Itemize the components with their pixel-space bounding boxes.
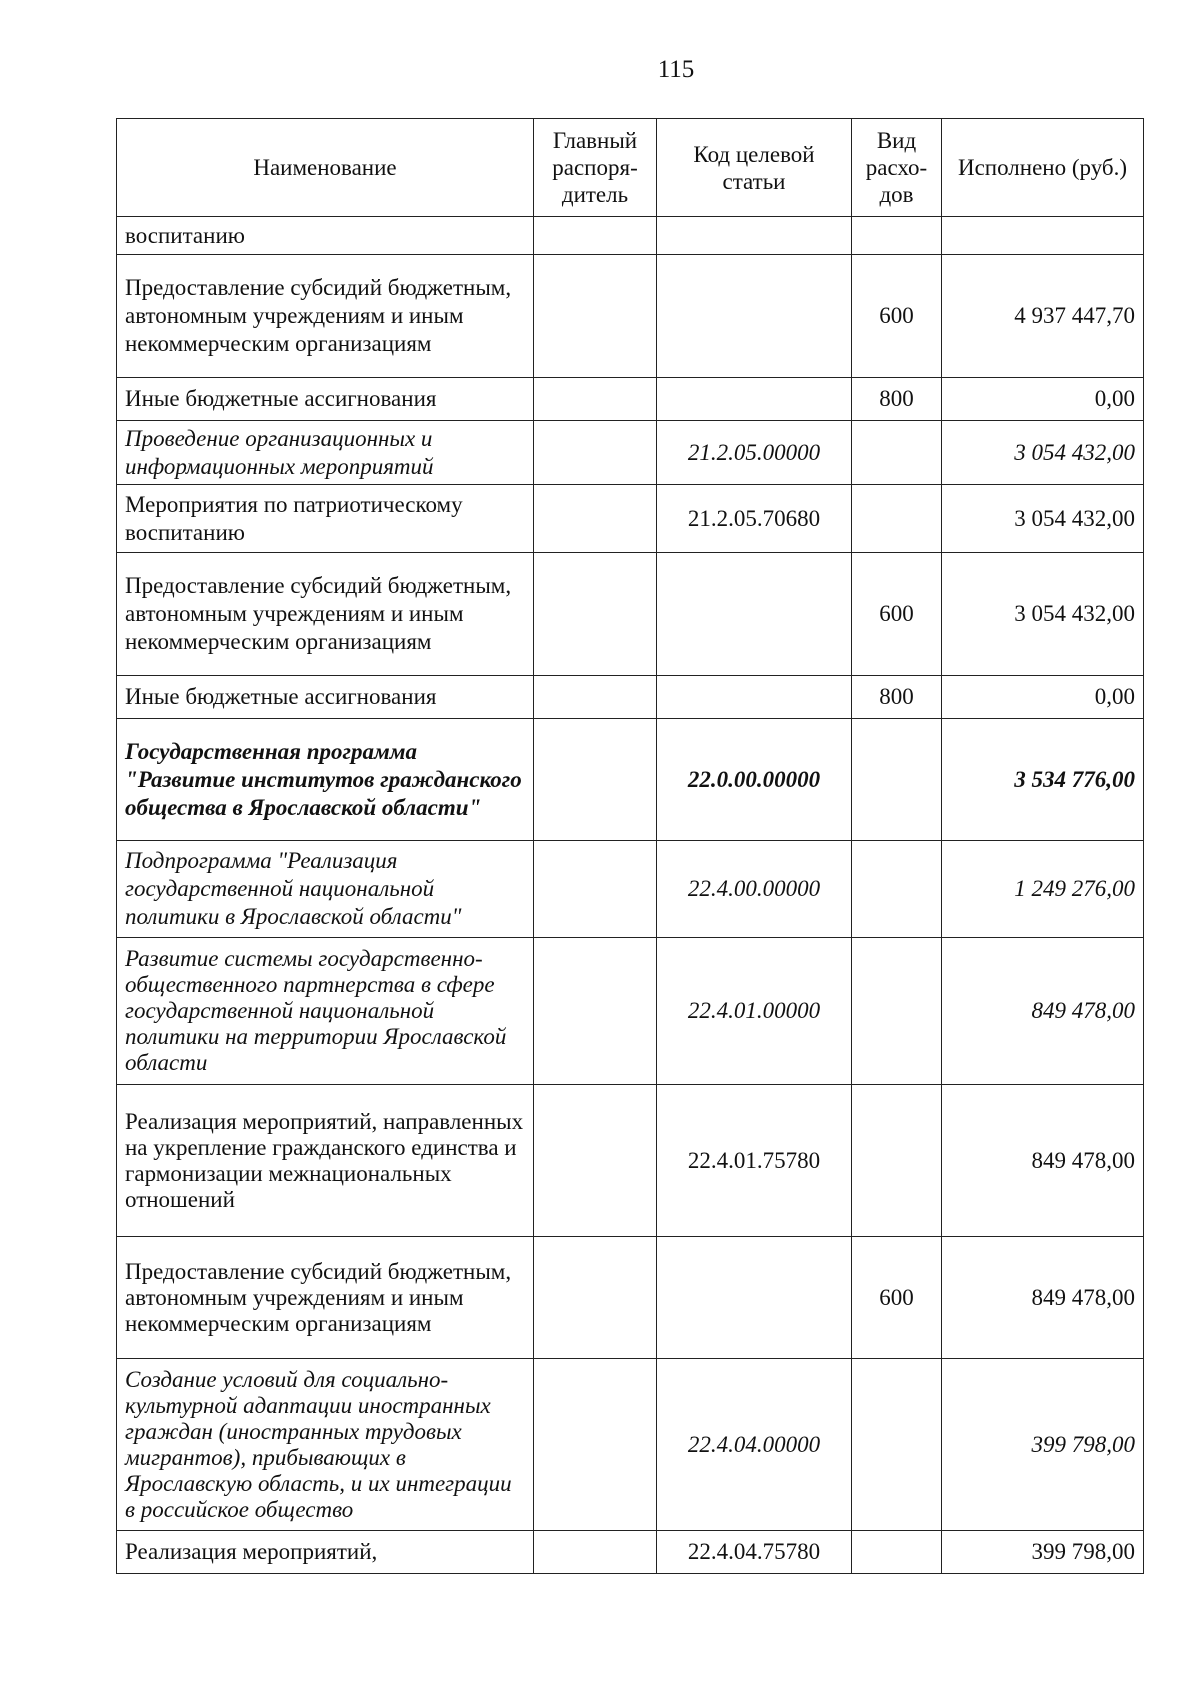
cell-manager <box>534 1085 657 1237</box>
cell-code <box>657 553 852 676</box>
cell-type: 800 <box>852 676 942 719</box>
cell-amount: 0,00 <box>942 378 1144 421</box>
cell-manager <box>534 421 657 485</box>
table-row <box>117 485 1144 553</box>
header-manager: Главный распоря-дитель <box>534 119 657 217</box>
header-name: Наименование <box>117 119 534 217</box>
cell-name: Иные бюджетные ассигнования <box>117 378 534 421</box>
table-row <box>117 938 1144 1085</box>
cell-manager <box>534 1531 657 1574</box>
cell-manager <box>534 553 657 676</box>
cell-name: Проведение организационных и информационных мероприятий <box>117 421 534 485</box>
cell-amount: 849 478,00 <box>942 1237 1144 1359</box>
cell-manager <box>534 485 657 553</box>
cell-code: 21.2.05.00000 <box>657 421 852 485</box>
cell-type: 600 <box>852 553 942 676</box>
cell-name: Мероприятия по патриотическому воспитанию <box>117 485 534 553</box>
cell-type <box>852 1085 942 1237</box>
cell-amount: 3 054 432,00 <box>942 421 1144 485</box>
cell-amount: 849 478,00 <box>942 938 1144 1085</box>
cell-name: Иные бюджетные ассигнования <box>117 676 534 719</box>
cell-type <box>852 1531 942 1574</box>
cell-name: Реализация мероприятий, <box>117 1531 534 1574</box>
cell-code: 22.4.01.75780 <box>657 1085 852 1237</box>
cell-manager <box>534 938 657 1085</box>
cell-type: 600 <box>852 255 942 378</box>
cell-manager <box>534 255 657 378</box>
table-row <box>117 719 1144 841</box>
cell-code: 22.4.04.00000 <box>657 1359 852 1531</box>
cell-amount: 399 798,00 <box>942 1359 1144 1531</box>
cell-amount: 3 534 776,00 <box>942 719 1144 841</box>
header-amount: Исполнено (руб.) <box>942 119 1144 217</box>
page-number: 115 <box>657 56 695 83</box>
cell-code: 22.4.04.75780 <box>657 1531 852 1574</box>
cell-name: Реализация мероприятий, направленных на укрепление гражданского единства и гармонизации межнациональных отношений <box>117 1085 534 1237</box>
cell-type <box>852 841 942 938</box>
cell-amount: 0,00 <box>942 676 1144 719</box>
cell-type <box>852 485 942 553</box>
cell-manager <box>534 1359 657 1531</box>
cell-amount: 4 937 447,70 <box>942 255 1144 378</box>
cell-amount: 399 798,00 <box>942 1531 1144 1574</box>
table-row <box>117 378 1144 421</box>
cell-code <box>657 676 852 719</box>
table-header-row <box>117 119 1144 217</box>
cell-manager <box>534 841 657 938</box>
cell-manager <box>534 719 657 841</box>
cell-manager <box>534 378 657 421</box>
table-body <box>117 217 1144 1574</box>
table-row <box>117 1531 1144 1574</box>
table-row <box>117 1359 1144 1531</box>
cell-type <box>852 719 942 841</box>
cell-code <box>657 255 852 378</box>
cell-code <box>657 1237 852 1359</box>
table-row <box>117 841 1144 938</box>
header-code: Код целевой статьи <box>657 119 852 217</box>
cell-name: Подпрограмма "Реализация государственной национальной политики в Ярославской области" <box>117 841 534 938</box>
cell-code <box>657 217 852 255</box>
table-row <box>117 676 1144 719</box>
cell-code: 22.4.00.00000 <box>657 841 852 938</box>
cell-name: Развитие системы государственно-общественного партнерства в сфере государственной национальной политики на территории Ярославской области <box>117 938 534 1085</box>
cell-type <box>852 938 942 1085</box>
cell-type: 600 <box>852 1237 942 1359</box>
budget-table <box>116 118 1144 1574</box>
cell-name: Создание условий для социально-культурной адаптации иностранных граждан (иностранных трудовых мигрантов), прибывающих в Ярославскую область, и их интеграции в российское общество <box>117 1359 534 1531</box>
cell-name: Предоставление субсидий бюджетным, автономным учреждениям и иным некоммерческим организациям <box>117 255 534 378</box>
cell-manager <box>534 1237 657 1359</box>
table-row <box>117 217 1144 255</box>
cell-name: Предоставление субсидий бюджетным, автономным учреждениям и иным некоммерческим организациям <box>117 553 534 676</box>
cell-amount: 3 054 432,00 <box>942 485 1144 553</box>
cell-amount <box>942 217 1144 255</box>
cell-code <box>657 378 852 421</box>
cell-type: 800 <box>852 378 942 421</box>
header-type: Вид расхо-дов <box>852 119 942 217</box>
cell-name: Предоставление субсидий бюджетным, автономным учреждениям и иным некоммерческим организациям <box>117 1237 534 1359</box>
cell-manager <box>534 676 657 719</box>
cell-code: 22.4.01.00000 <box>657 938 852 1085</box>
cell-name: Государственная программа "Развитие институтов гражданского общества в Ярославской области" <box>117 719 534 841</box>
table-row <box>117 421 1144 485</box>
cell-type <box>852 217 942 255</box>
cell-type <box>852 421 942 485</box>
table-row <box>117 1085 1144 1237</box>
table-row <box>117 553 1144 676</box>
cell-code: 21.2.05.70680 <box>657 485 852 553</box>
cell-amount: 3 054 432,00 <box>942 553 1144 676</box>
cell-manager <box>534 217 657 255</box>
cell-type <box>852 1359 942 1531</box>
cell-amount: 849 478,00 <box>942 1085 1144 1237</box>
table-row <box>117 1237 1144 1359</box>
cell-code: 22.0.00.00000 <box>657 719 852 841</box>
cell-name: воспитанию <box>117 217 534 255</box>
table-row <box>117 255 1144 378</box>
cell-amount: 1 249 276,00 <box>942 841 1144 938</box>
